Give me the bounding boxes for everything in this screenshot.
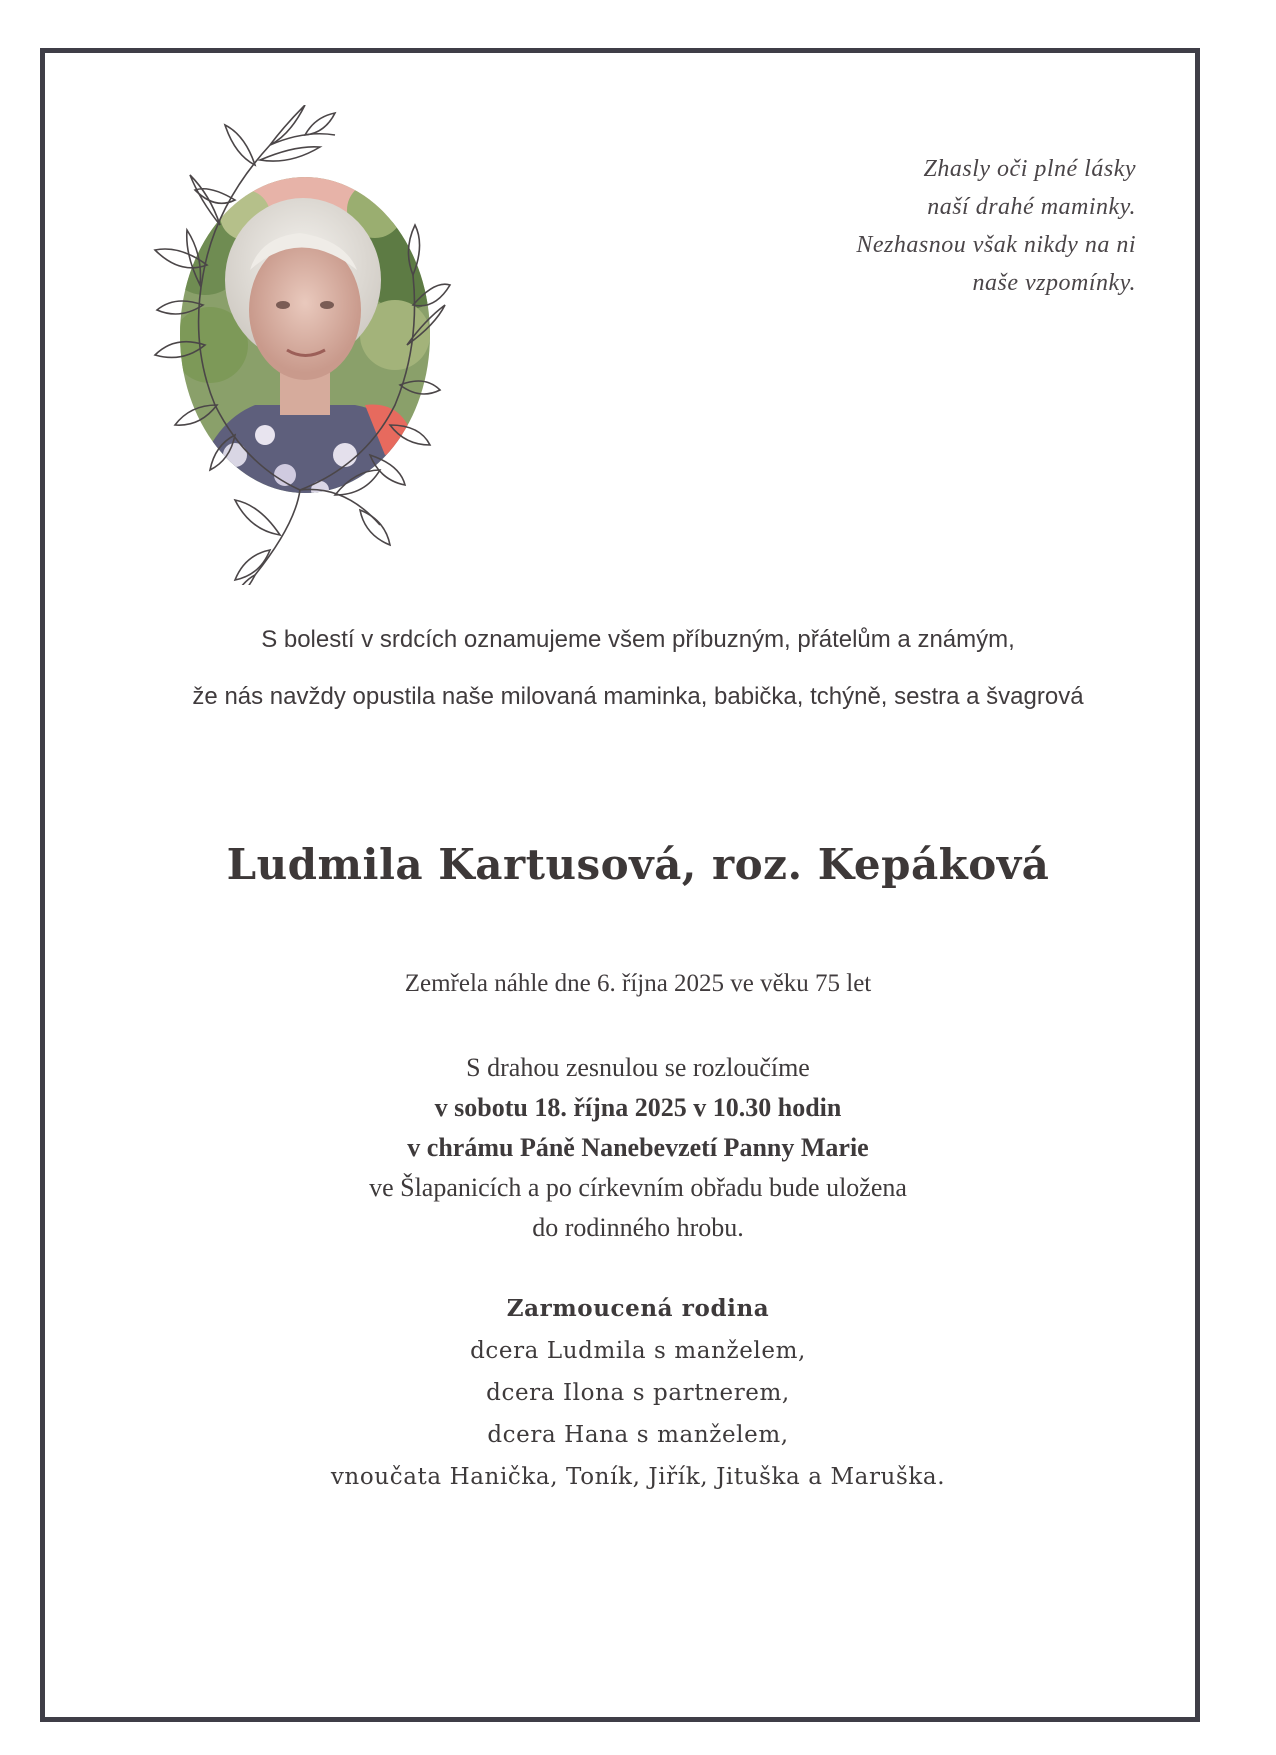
funeral-line: do rodinného hrobu. bbox=[532, 1213, 744, 1242]
poem bbox=[716, 150, 1136, 302]
portrait-section bbox=[95, 105, 505, 585]
death-notice: Zemřela náhle dne 6. října 2025 ve věku 75 let bbox=[404, 970, 872, 997]
intro-line-1: S bolestí v srdcích oznamujeme všem příbuzným, přátelům a známým, bbox=[261, 626, 1015, 653]
family-member: dcera Ilona s partnerem, bbox=[486, 1380, 790, 1406]
funeral-line: S drahou zesnulou se rozloučíme bbox=[466, 1053, 810, 1082]
family-member: dcera Hana s manželem, bbox=[487, 1422, 789, 1448]
poem-line: naší drahé maminky. bbox=[927, 194, 1136, 220]
funeral-date: v sobotu 18. října 2025 v 10.30 hodin bbox=[434, 1093, 842, 1122]
family-member: dcera Ludmila s manželem, bbox=[470, 1338, 806, 1364]
funeral-line: ve Šlapanicích a po církevním obřadu bude uložena bbox=[369, 1173, 907, 1202]
poem-line: naše vzpomínky. bbox=[972, 270, 1136, 296]
portrait-photo bbox=[165, 165, 450, 505]
funeral-place: v chrámu Páně Nanebevzetí Panny Marie bbox=[407, 1133, 869, 1162]
deceased-name: Ludmila Kartusová, roz. Kepáková bbox=[226, 840, 1050, 889]
poem-line: Nezhasnou však nikdy na ni bbox=[856, 232, 1136, 258]
poem-line: Zhasly oči plné lásky bbox=[923, 156, 1136, 182]
intro-line-2: že nás navždy opustila naše milovaná maminka, babička, tchýně, sestra a švagrová bbox=[192, 683, 1084, 710]
family-section bbox=[0, 1288, 1276, 1498]
funeral-info bbox=[0, 1048, 1276, 1248]
family-member: vnoučata Hanička, Toník, Jiřík, Jituška a Maruška. bbox=[330, 1464, 946, 1490]
family-heading: Zarmoucená rodina bbox=[506, 1295, 770, 1322]
